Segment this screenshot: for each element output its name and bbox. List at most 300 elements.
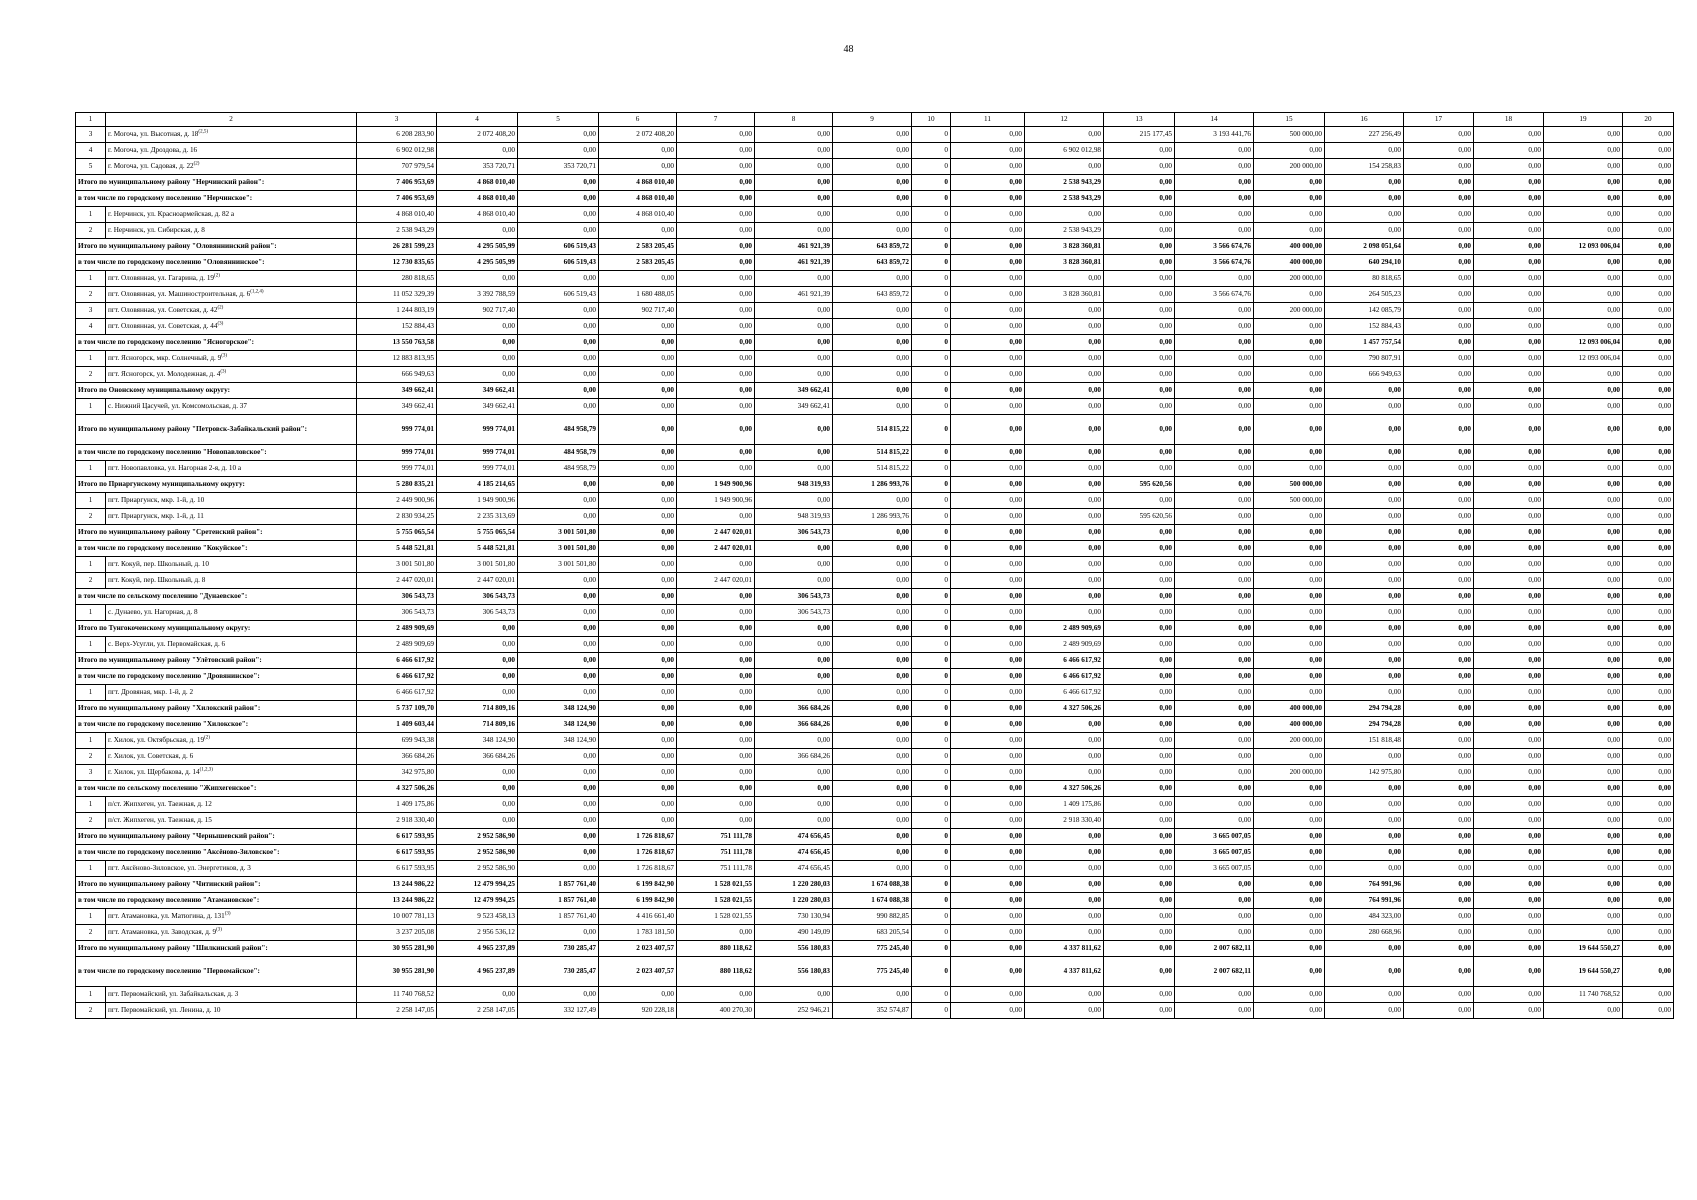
value-cell: 0,00 xyxy=(599,319,677,335)
footnote-marker: (2) xyxy=(214,273,220,279)
value-cell: 0,00 xyxy=(1404,589,1474,605)
column-number-cell: 12 xyxy=(1025,113,1104,127)
value-cell: 0,00 xyxy=(1104,909,1175,925)
value-cell: 0,00 xyxy=(1544,877,1623,893)
value-cell: 0,00 xyxy=(599,621,677,637)
value-cell: 0,00 xyxy=(677,271,755,287)
value-cell: 0,00 xyxy=(833,845,912,861)
address-text: с. Дунаево, ул. Нагорная, д. 8 xyxy=(108,607,198,616)
value-cell: 3 665 007,05 xyxy=(1175,845,1254,861)
subtotal-row xyxy=(76,877,1674,893)
value-cell: 0,00 xyxy=(677,223,755,239)
value-cell: 2 072 408,20 xyxy=(437,127,518,143)
value-cell: 0,00 xyxy=(1104,335,1175,351)
value-cell: 0,00 xyxy=(1623,829,1674,845)
value-cell: 0,00 xyxy=(1325,461,1404,477)
value-cell: 0,00 xyxy=(1474,813,1544,829)
value-cell: 0,00 xyxy=(518,637,599,653)
subtotal-row xyxy=(76,445,1674,461)
value-cell: 0,00 xyxy=(437,781,518,797)
address-text: пгт. Ясногорск, ул. Молодежная, д. 4 xyxy=(108,369,221,378)
value-cell: 0,00 xyxy=(1104,893,1175,909)
value-cell: 0,00 xyxy=(1623,335,1674,351)
row-number: 4 xyxy=(76,143,106,159)
row-number: 3 xyxy=(76,127,106,143)
value-cell: 9 523 458,13 xyxy=(437,909,518,925)
value-cell: 0,00 xyxy=(518,573,599,589)
row-number: 2 xyxy=(76,1003,106,1019)
value-cell: 0,00 xyxy=(1175,717,1254,733)
value-cell: 0,00 xyxy=(951,445,1025,461)
value-cell: 5 737 109,70 xyxy=(357,701,437,717)
subtotal-label: в том числе по сельскому поселению "Дунаевское": xyxy=(76,589,357,605)
value-cell: 948 319,93 xyxy=(755,509,833,525)
value-cell: 0,00 xyxy=(599,399,677,415)
value-cell: 0,00 xyxy=(833,621,912,637)
value-cell: 366 684,26 xyxy=(755,749,833,765)
value-cell: 1 783 181,50 xyxy=(599,925,677,941)
value-cell: 0,00 xyxy=(1404,637,1474,653)
value-cell: 0 xyxy=(912,223,951,239)
value-cell: 0,00 xyxy=(1254,335,1325,351)
value-cell: 0 xyxy=(912,765,951,781)
value-cell: 0 xyxy=(912,207,951,223)
value-cell: 0,00 xyxy=(1175,143,1254,159)
value-cell: 0,00 xyxy=(1404,765,1474,781)
value-cell: 0,00 xyxy=(1404,335,1474,351)
value-cell: 4 185 214,65 xyxy=(437,477,518,493)
table-row xyxy=(76,319,1674,335)
value-cell: 0,00 xyxy=(1474,207,1544,223)
value-cell: 0,00 xyxy=(518,925,599,941)
value-cell: 0,00 xyxy=(1474,223,1544,239)
value-cell: 353 720,71 xyxy=(518,159,599,175)
value-cell: 0,00 xyxy=(518,207,599,223)
value-cell: 0,00 xyxy=(1325,685,1404,701)
value-cell: 0,00 xyxy=(1104,589,1175,605)
value-cell: 0,00 xyxy=(1474,477,1544,493)
value-cell: 0,00 xyxy=(1025,319,1104,335)
value-cell: 3 665 007,05 xyxy=(1175,829,1254,845)
value-cell: 0,00 xyxy=(1025,303,1104,319)
value-cell: 0,00 xyxy=(1254,845,1325,861)
value-cell: 306 543,73 xyxy=(357,605,437,621)
value-cell: 0,00 xyxy=(833,127,912,143)
row-number: 1 xyxy=(76,351,106,367)
value-cell: 0,00 xyxy=(677,797,755,813)
value-cell: 595 620,56 xyxy=(1104,509,1175,525)
value-cell: 13 244 986,22 xyxy=(357,893,437,909)
value-cell: 0,00 xyxy=(833,367,912,383)
value-cell: 0,00 xyxy=(1254,175,1325,191)
value-cell: 0 xyxy=(912,191,951,207)
value-cell: 11 052 329,39 xyxy=(357,287,437,303)
value-cell: 0,00 xyxy=(833,781,912,797)
value-cell: 0,00 xyxy=(1104,351,1175,367)
table-row xyxy=(76,1003,1674,1019)
table-row xyxy=(76,159,1674,175)
value-cell: 0,00 xyxy=(833,829,912,845)
value-cell: 0,00 xyxy=(599,159,677,175)
value-cell: 0 xyxy=(912,159,951,175)
value-cell: 0,00 xyxy=(1623,941,1674,957)
value-cell: 0,00 xyxy=(1104,653,1175,669)
value-cell: 0,00 xyxy=(1544,159,1623,175)
value-cell: 0,00 xyxy=(1175,669,1254,685)
value-cell: 0,00 xyxy=(1325,941,1404,957)
value-cell: 0,00 xyxy=(951,733,1025,749)
value-cell: 1 726 818,67 xyxy=(599,861,677,877)
value-cell: 0,00 xyxy=(518,493,599,509)
value-cell: 80 818,65 xyxy=(1325,271,1404,287)
value-cell: 0,00 xyxy=(1025,207,1104,223)
value-cell: 0,00 xyxy=(1025,525,1104,541)
value-cell: 0,00 xyxy=(1254,351,1325,367)
table-row xyxy=(76,461,1674,477)
value-cell: 13 550 763,58 xyxy=(357,335,437,351)
table-row xyxy=(76,813,1674,829)
value-cell: 0,00 xyxy=(1404,445,1474,461)
value-cell: 0,00 xyxy=(1623,925,1674,941)
address-text: пгт. Оловянная, ул. Гагарина, д. 19 xyxy=(108,273,215,282)
value-cell: 0,00 xyxy=(1025,271,1104,287)
value-cell: 0,00 xyxy=(1325,445,1404,461)
subtotal-row xyxy=(76,383,1674,399)
value-cell: 0,00 xyxy=(1254,207,1325,223)
value-cell: 0 xyxy=(912,589,951,605)
column-number-cell: 11 xyxy=(951,113,1025,127)
value-cell: 714 809,16 xyxy=(437,717,518,733)
value-cell: 0,00 xyxy=(1325,813,1404,829)
value-cell: 0,00 xyxy=(1623,239,1674,255)
value-cell: 6 466 617,92 xyxy=(357,685,437,701)
value-cell: 1 244 803,19 xyxy=(357,303,437,319)
value-cell: 0,00 xyxy=(1104,733,1175,749)
value-cell: 0,00 xyxy=(951,557,1025,573)
address-cell xyxy=(106,861,357,877)
value-cell: 0,00 xyxy=(1254,525,1325,541)
value-cell: 1 528 021,55 xyxy=(677,877,755,893)
row-number: 1 xyxy=(76,861,106,877)
table-row xyxy=(76,765,1674,781)
value-cell: 0,00 xyxy=(1404,861,1474,877)
value-cell: 0,00 xyxy=(1325,557,1404,573)
value-cell: 0,00 xyxy=(599,335,677,351)
subtotal-label: Итого по муниципальному району "Улётовский район": xyxy=(76,653,357,669)
value-cell: 0,00 xyxy=(1104,605,1175,621)
value-cell: 0,00 xyxy=(1104,861,1175,877)
value-cell: 0,00 xyxy=(951,191,1025,207)
row-number: 2 xyxy=(76,749,106,765)
value-cell: 0 xyxy=(912,941,951,957)
value-cell: 0,00 xyxy=(755,797,833,813)
value-cell: 0,00 xyxy=(599,573,677,589)
value-cell: 2 952 586,90 xyxy=(437,845,518,861)
value-cell: 0,00 xyxy=(951,287,1025,303)
value-cell: 2 952 586,90 xyxy=(437,829,518,845)
subtotal-label: в том числе по городскому поселению "Хилокское": xyxy=(76,717,357,733)
value-cell: 0,00 xyxy=(1104,271,1175,287)
value-cell: 0,00 xyxy=(518,319,599,335)
table-row xyxy=(76,223,1674,239)
value-cell: 0,00 xyxy=(833,573,912,589)
value-cell: 0,00 xyxy=(677,255,755,271)
value-cell: 0,00 xyxy=(1175,191,1254,207)
value-cell: 0,00 xyxy=(677,127,755,143)
value-cell: 0,00 xyxy=(833,191,912,207)
value-cell: 0,00 xyxy=(1544,1003,1623,1019)
value-cell: 0,00 xyxy=(1623,383,1674,399)
value-cell: 0,00 xyxy=(599,383,677,399)
value-cell: 0,00 xyxy=(677,351,755,367)
value-cell: 0,00 xyxy=(1474,941,1544,957)
value-cell: 0 xyxy=(912,957,951,987)
value-cell: 461 921,39 xyxy=(755,287,833,303)
value-cell: 0,00 xyxy=(1175,319,1254,335)
address-cell xyxy=(106,813,357,829)
value-cell: 0,00 xyxy=(951,573,1025,589)
footnote-marker: (1,2,3) xyxy=(199,767,213,773)
row-number: 1 xyxy=(76,685,106,701)
value-cell: 0,00 xyxy=(518,271,599,287)
value-cell: 500 000,00 xyxy=(1254,127,1325,143)
value-cell: 0,00 xyxy=(1254,319,1325,335)
value-cell: 4 327 506,26 xyxy=(1025,701,1104,717)
value-cell: 0,00 xyxy=(1175,509,1254,525)
value-cell: 0,00 xyxy=(677,605,755,621)
value-cell: 0,00 xyxy=(1474,335,1544,351)
value-cell: 0,00 xyxy=(1623,207,1674,223)
value-cell: 0,00 xyxy=(1544,223,1623,239)
value-cell: 0,00 xyxy=(951,987,1025,1003)
value-cell: 0,00 xyxy=(677,159,755,175)
value-cell: 0,00 xyxy=(437,653,518,669)
value-cell: 0,00 xyxy=(1025,861,1104,877)
value-cell: 4 337 811,62 xyxy=(1025,941,1104,957)
address-cell xyxy=(106,461,357,477)
value-cell: 0,00 xyxy=(1404,573,1474,589)
value-cell: 0,00 xyxy=(1544,415,1623,445)
value-cell: 0,00 xyxy=(677,287,755,303)
value-cell: 0,00 xyxy=(1544,255,1623,271)
address-cell xyxy=(106,925,357,941)
value-cell: 151 818,48 xyxy=(1325,733,1404,749)
value-cell: 0,00 xyxy=(1474,829,1544,845)
value-cell: 0,00 xyxy=(951,877,1025,893)
value-cell: 0,00 xyxy=(1104,383,1175,399)
value-cell: 1 409 603,44 xyxy=(357,717,437,733)
row-number: 2 xyxy=(76,813,106,829)
row-number: 1 xyxy=(76,399,106,415)
subtotal-label: в том числе по сельскому поселению "Жипхегенское": xyxy=(76,781,357,797)
address-cell xyxy=(106,287,357,303)
value-cell: 0,00 xyxy=(1544,287,1623,303)
table-row xyxy=(76,987,1674,1003)
value-cell: 0,00 xyxy=(1474,445,1544,461)
value-cell: 0,00 xyxy=(1104,239,1175,255)
value-cell: 500 000,00 xyxy=(1254,493,1325,509)
value-cell: 0,00 xyxy=(951,477,1025,493)
address-cell xyxy=(106,765,357,781)
value-cell: 0,00 xyxy=(518,335,599,351)
subtotal-row xyxy=(76,191,1674,207)
value-cell: 0,00 xyxy=(677,637,755,653)
value-cell: 0,00 xyxy=(1104,223,1175,239)
value-cell: 0 xyxy=(912,335,951,351)
value-cell: 6 199 842,90 xyxy=(599,893,677,909)
value-cell: 0,00 xyxy=(1104,541,1175,557)
value-cell: 0,00 xyxy=(599,557,677,573)
value-cell: 0,00 xyxy=(1025,749,1104,765)
value-cell: 10 007 781,13 xyxy=(357,909,437,925)
value-cell: 0,00 xyxy=(951,701,1025,717)
column-number-cell: 6 xyxy=(599,113,677,127)
data-table xyxy=(75,112,1674,1019)
value-cell: 0 xyxy=(912,461,951,477)
value-cell: 5 280 835,21 xyxy=(357,477,437,493)
value-cell: 0 xyxy=(912,255,951,271)
value-cell: 6 199 842,90 xyxy=(599,877,677,893)
value-cell: 4 337 811,62 xyxy=(1025,957,1104,987)
subtotal-label: Итого по муниципальному району "Хилокский район": xyxy=(76,701,357,717)
value-cell: 0,00 xyxy=(1474,525,1544,541)
subtotal-label: Итого по муниципальному району "Читинский район": xyxy=(76,877,357,893)
value-cell: 0,00 xyxy=(1025,399,1104,415)
value-cell: 0,00 xyxy=(1104,159,1175,175)
value-cell: 0,00 xyxy=(1104,557,1175,573)
value-cell: 349 662,41 xyxy=(437,383,518,399)
value-cell: 0,00 xyxy=(1104,621,1175,637)
value-cell: 0,00 xyxy=(755,987,833,1003)
row-number: 1 xyxy=(76,605,106,621)
value-cell: 142 975,80 xyxy=(1325,765,1404,781)
value-cell: 0,00 xyxy=(833,319,912,335)
value-cell: 306 543,73 xyxy=(755,525,833,541)
value-cell: 0,00 xyxy=(1175,685,1254,701)
value-cell: 0,00 xyxy=(833,175,912,191)
value-cell: 0,00 xyxy=(951,765,1025,781)
value-cell: 0,00 xyxy=(1325,669,1404,685)
value-cell: 0,00 xyxy=(437,765,518,781)
value-cell: 0,00 xyxy=(1254,191,1325,207)
address-text: с. Верх-Усугли, ул. Первомайская, д. 6 xyxy=(108,639,226,648)
value-cell: 0,00 xyxy=(1544,191,1623,207)
value-cell: 0,00 xyxy=(1025,1003,1104,1019)
value-cell: 0,00 xyxy=(518,303,599,319)
value-cell: 0,00 xyxy=(951,415,1025,445)
value-cell: 0,00 xyxy=(1025,845,1104,861)
value-cell: 0,00 xyxy=(1623,415,1674,445)
value-cell: 0,00 xyxy=(1623,909,1674,925)
value-cell: 0,00 xyxy=(1474,461,1544,477)
value-cell: 484 958,79 xyxy=(518,461,599,477)
value-cell: 6 466 617,92 xyxy=(357,669,437,685)
value-cell: 0,00 xyxy=(833,351,912,367)
value-cell: 400 000,00 xyxy=(1254,239,1325,255)
value-cell: 730 285,47 xyxy=(518,957,599,987)
value-cell: 0,00 xyxy=(1623,477,1674,493)
value-cell: 0,00 xyxy=(1254,383,1325,399)
value-cell: 0,00 xyxy=(1404,399,1474,415)
value-cell: 0,00 xyxy=(755,637,833,653)
value-cell: 0,00 xyxy=(1404,477,1474,493)
address-cell xyxy=(106,509,357,525)
column-number-cell: 18 xyxy=(1474,113,1544,127)
value-cell: 0 xyxy=(912,653,951,669)
address-text: г. Хилок, ул. Щербакова, д. 14 xyxy=(108,767,200,776)
value-cell: 764 991,96 xyxy=(1325,893,1404,909)
subtotal-label: в том числе по городскому поселению "Нерчинское": xyxy=(76,191,357,207)
value-cell: 12 093 006,04 xyxy=(1544,335,1623,351)
subtotal-label: в том числе по городскому поселению "Оловяннинское": xyxy=(76,255,357,271)
value-cell: 6 617 593,95 xyxy=(357,829,437,845)
value-cell: 1 528 021,55 xyxy=(677,909,755,925)
value-cell: 0,00 xyxy=(755,541,833,557)
value-cell: 0,00 xyxy=(1025,509,1104,525)
value-cell: 0,00 xyxy=(1025,733,1104,749)
value-cell: 306 543,73 xyxy=(755,605,833,621)
value-cell: 0,00 xyxy=(755,271,833,287)
value-cell: 0,00 xyxy=(1544,383,1623,399)
value-cell: 0,00 xyxy=(951,653,1025,669)
value-cell: 0,00 xyxy=(1474,845,1544,861)
value-cell: 0,00 xyxy=(599,271,677,287)
value-cell: 0,00 xyxy=(677,207,755,223)
value-cell: 0,00 xyxy=(1474,509,1544,525)
value-cell: 0,00 xyxy=(437,669,518,685)
value-cell: 0,00 xyxy=(1474,127,1544,143)
value-cell: 0,00 xyxy=(1025,573,1104,589)
value-cell: 0,00 xyxy=(1104,925,1175,941)
value-cell: 0,00 xyxy=(1325,589,1404,605)
value-cell: 349 662,41 xyxy=(437,399,518,415)
value-cell: 349 662,41 xyxy=(755,383,833,399)
value-cell: 0,00 xyxy=(518,669,599,685)
value-cell: 0,00 xyxy=(1104,765,1175,781)
value-cell: 0,00 xyxy=(677,669,755,685)
value-cell: 0,00 xyxy=(1104,797,1175,813)
value-cell: 0,00 xyxy=(1404,557,1474,573)
value-cell: 0,00 xyxy=(1544,861,1623,877)
value-cell: 0,00 xyxy=(755,367,833,383)
value-cell: 0,00 xyxy=(677,399,755,415)
value-cell: 6 617 593,95 xyxy=(357,845,437,861)
value-cell: 4 327 506,26 xyxy=(357,781,437,797)
value-cell: 0,00 xyxy=(1623,717,1674,733)
table-row xyxy=(76,303,1674,319)
value-cell: 306 543,73 xyxy=(755,589,833,605)
value-cell: 12 883 813,95 xyxy=(357,351,437,367)
value-cell: 0 xyxy=(912,781,951,797)
value-cell: 1 857 761,40 xyxy=(518,893,599,909)
value-cell: 0,00 xyxy=(1325,175,1404,191)
address-text: пгт. Оловянная, ул. Советская, д. 42 xyxy=(108,305,218,314)
address-text: пгт. Дровяная, мкр. 1-й, д. 2 xyxy=(108,687,194,696)
value-cell: 0,00 xyxy=(1104,525,1175,541)
value-cell: 0,00 xyxy=(1404,925,1474,941)
address-cell xyxy=(106,637,357,653)
row-number: 3 xyxy=(76,303,106,319)
column-number-cell: 16 xyxy=(1325,113,1404,127)
value-cell: 0,00 xyxy=(833,159,912,175)
value-cell: 0,00 xyxy=(951,909,1025,925)
value-cell: 0,00 xyxy=(1404,829,1474,845)
value-cell: 0,00 xyxy=(1325,525,1404,541)
value-cell: 0,00 xyxy=(437,987,518,1003)
value-cell: 0,00 xyxy=(1623,509,1674,525)
value-cell: 0,00 xyxy=(951,207,1025,223)
value-cell: 0 xyxy=(912,319,951,335)
